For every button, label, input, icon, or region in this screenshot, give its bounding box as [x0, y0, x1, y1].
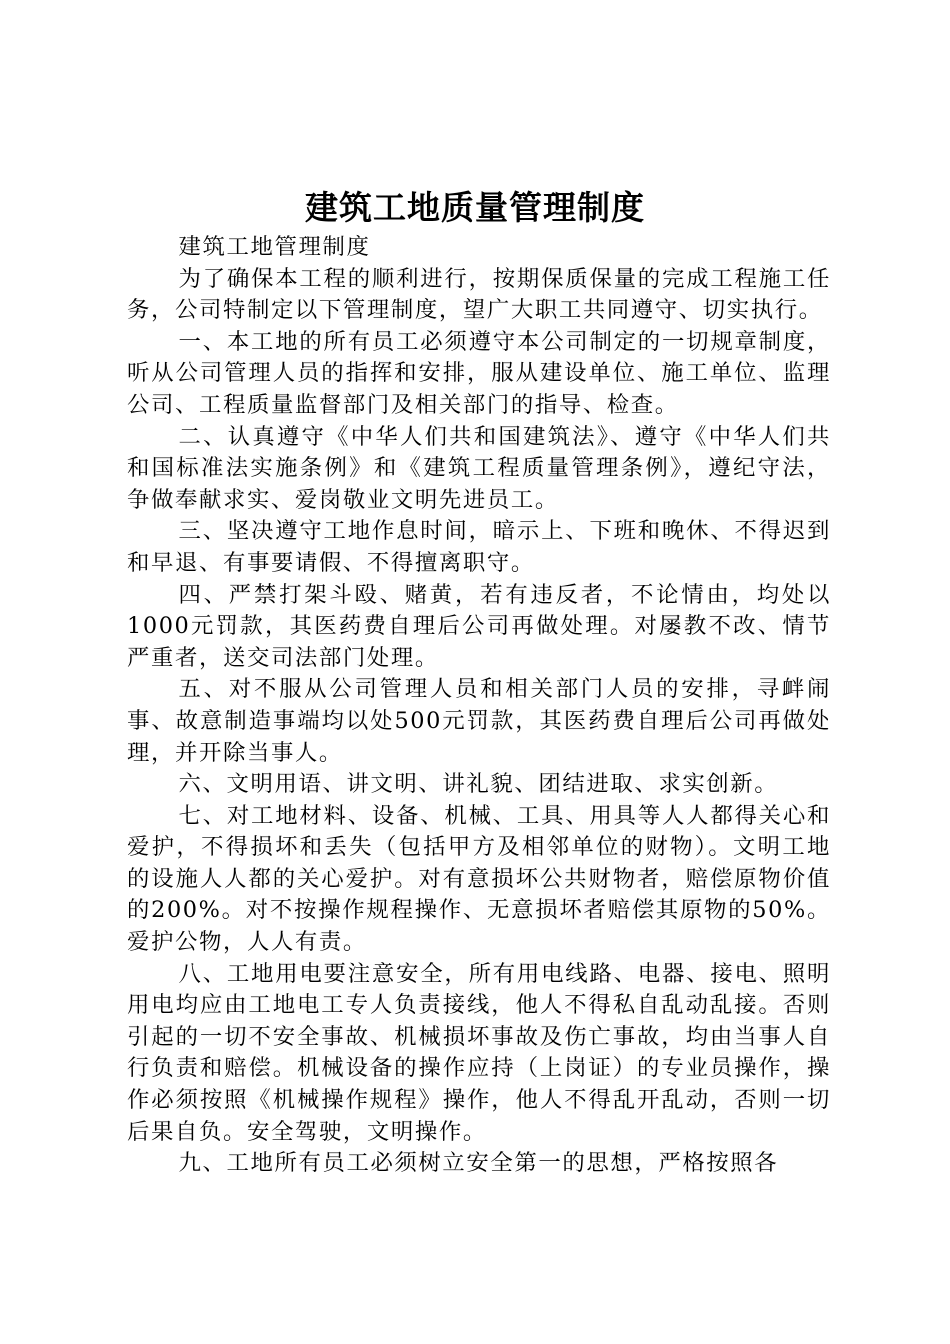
document-title: 建筑工地质量管理制度 [305, 188, 645, 227]
rule-paragraph-1: 一、本工地的所有员工必须遵守本公司制定的一切规章制度，听从公司管理人员的指挥和安排，服从建设单位、施工单位、监理公司、工程质量监督部门及相关部门的指导、检查。 [127, 328, 831, 418]
subtitle-paragraph: 建筑工地管理制度 [178, 234, 371, 260]
intro-paragraph: 为了确保本工程的顺利进行，按期保质保量的完成工程施工任务，公司特制定以下管理制度，望广大职工共同遵守、切实执行。 [127, 265, 831, 324]
rule-paragraph-8: 八、工地用电要注意安全，所有用电线路、电器、接电、照明用电均应由工地电工专人负责接线，他人不得私自乱动乱接。否则引起的一切不安全事故、机械损坏事故及伤亡事故，均由当事人自行负责和赔偿。机械设备的操作应持（上岗证）的专业员操作，操作必须按照《机械操作规程》操作，他人不得乱开乱动，否则一切后果自负。安全驾驶，文明操作。 [127, 960, 831, 1145]
rule-paragraph-4: 四、严禁打架斗殴、赌黄，若有违反者，不论情由，均处以1000元罚款，其医药费自理后公司再做处理。对屡教不改、情节严重者，送交司法部门处理。 [127, 581, 831, 671]
rule-paragraph-6: 六、文明用语、讲文明、讲礼貌、团结进取、求实创新。 [178, 771, 779, 798]
rule-paragraph-7: 七、对工地材料、设备、机械、工具、用具等人人都得关心和爱护，不得损坏和丢失（包括甲方及相邻单位的财物）。文明工地的设施人人都的关心爱护。对有意损坏公共财物者，赔偿原物价值的200%。对不按操作规程操作、无意损坏者赔偿其原物的50%。爱护公物，人人有责。 [127, 802, 831, 956]
rule-paragraph-2: 二、认真遵守《中华人们共和国建筑法》、遵守《中华人们共和国标准法实施条例》和《建筑工程质量管理条例》，遵纪守法，争做奉献求实、爱岗敬业文明先进员工。 [127, 423, 831, 513]
document-body [127, 232, 831, 1180]
rule-paragraph-5: 五、对不服从公司管理人员和相关部门人员的安排，寻衅闹事、故意制造事端均以处500元罚款，其医药费自理后公司再做处理，并开除当事人。 [127, 676, 831, 766]
rule-paragraph-3: 三、坚决遵守工地作息时间，暗示上、下班和晚休、不得迟到和早退、有事要请假、不得擅离职守。 [127, 518, 831, 576]
rule-paragraph-9: 九、工地所有员工必须树立安全第一的思想，严格按照各 [178, 1150, 779, 1177]
